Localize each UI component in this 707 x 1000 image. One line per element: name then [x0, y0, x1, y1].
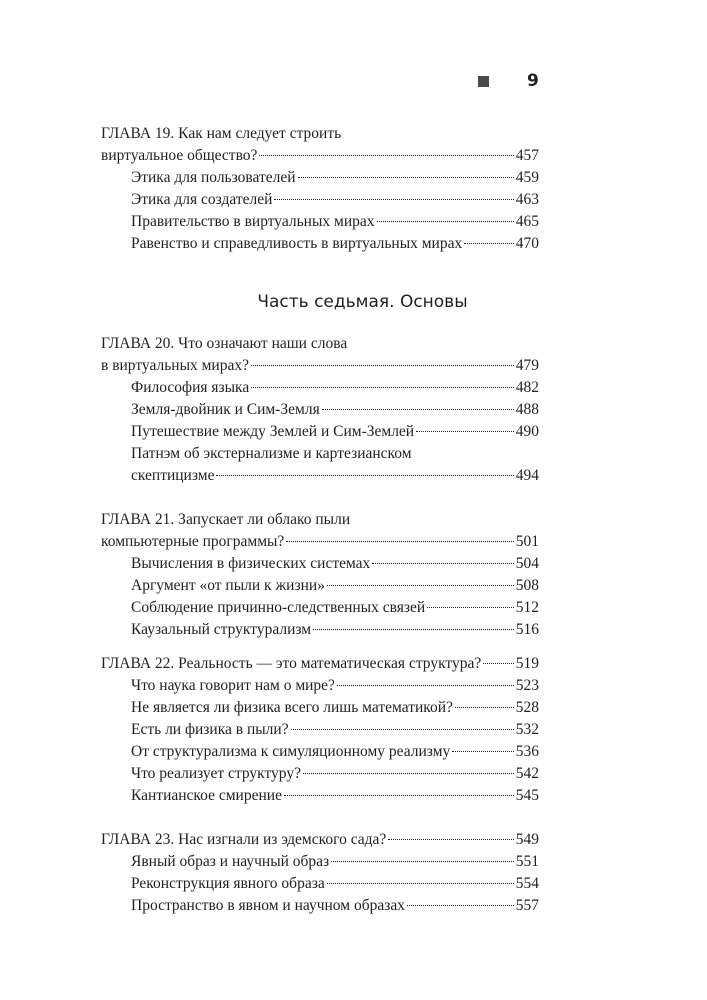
- page-ref: 470: [515, 235, 539, 252]
- section-entry[interactable]: [101, 785, 539, 807]
- section-title: От структурализма к симуляционному реализму: [131, 743, 451, 760]
- page-ref: 545: [515, 787, 539, 804]
- dot-leader: [313, 629, 514, 630]
- section-entry[interactable]: [101, 741, 539, 763]
- square-marker-icon: [478, 76, 489, 87]
- section-title: Земля-двойник и Сим-Земля: [131, 401, 320, 418]
- page-ref: 504: [515, 555, 539, 572]
- dot-leader: [251, 387, 514, 388]
- page-ref: 551: [515, 853, 539, 870]
- section-entry[interactable]: [101, 399, 539, 421]
- page-number: 9: [527, 71, 539, 91]
- part-title: Часть седьмая. Основы: [257, 292, 468, 312]
- dot-leader: [331, 861, 514, 862]
- section-entry[interactable]: [101, 763, 539, 785]
- section-entry[interactable]: [101, 421, 539, 443]
- dot-leader: [372, 563, 513, 564]
- section-title: Реконструкция явного образа: [131, 875, 325, 892]
- dot-leader: [377, 221, 514, 222]
- chapter-21: [101, 509, 539, 641]
- dot-leader: [216, 475, 513, 476]
- section-title: Этика для создателей: [131, 191, 273, 208]
- section-entry[interactable]: [101, 675, 539, 697]
- chapter-23: [101, 829, 539, 917]
- section-entry[interactable]: [101, 575, 539, 597]
- page-ref: 519: [515, 655, 539, 672]
- page-ref: 542: [515, 765, 539, 782]
- section-title: Пространство в явном и научном образах: [131, 897, 405, 914]
- chapter-22: [101, 653, 539, 807]
- page-ref: 549: [515, 831, 539, 848]
- chapter-title-cont: виртуальное общество?: [101, 147, 258, 164]
- section-title: Кантианское смирение: [131, 787, 282, 804]
- section-title: Этика для пользователей: [131, 169, 296, 186]
- chapter-entry[interactable]: [101, 355, 539, 377]
- dot-leader: [416, 431, 514, 432]
- section-title: Каузальный структурализм: [131, 621, 312, 638]
- chapter-title-cont: компьютерные программы?: [101, 533, 285, 550]
- section-title: Вычисления в физических системах: [131, 555, 371, 572]
- page-ref: 523: [515, 677, 539, 694]
- page-header: [0, 70, 707, 94]
- dot-leader: [274, 199, 513, 200]
- section-title: Что реализует структуру?: [131, 765, 301, 782]
- chapter-title: ГЛАВА 22. Реальность — это математическая структура?: [101, 655, 482, 672]
- page-ref: 501: [515, 533, 539, 550]
- section-entry[interactable]: [101, 377, 539, 399]
- dot-leader: [286, 541, 513, 542]
- chapter-title: ГЛАВА 23. Нас изгнали из эдемского сада?: [101, 831, 387, 848]
- section-entry[interactable]: [101, 553, 539, 575]
- dot-leader: [455, 707, 514, 708]
- dot-leader: [284, 795, 514, 796]
- page-ref: 554: [515, 875, 539, 892]
- page-ref: 494: [515, 467, 539, 484]
- dot-leader: [291, 729, 514, 730]
- dot-leader: [327, 883, 514, 884]
- section-entry[interactable]: [101, 233, 539, 255]
- chapter-19: [101, 123, 539, 255]
- section-entry[interactable]: [101, 851, 539, 873]
- dot-leader: [483, 663, 514, 664]
- page-ref: 508: [515, 577, 539, 594]
- section-entry[interactable]: [101, 619, 539, 641]
- section-title: Путешествие между Землей и Сим-Землей: [131, 423, 415, 440]
- chapter-entry[interactable]: [101, 829, 539, 851]
- dot-leader: [388, 839, 513, 840]
- dot-leader: [303, 773, 514, 774]
- page-ref: 457: [515, 147, 539, 164]
- page-ref: 463: [515, 191, 539, 208]
- section-entry[interactable]: [101, 895, 539, 917]
- section-entry[interactable]: [101, 465, 539, 487]
- page-ref: 465: [515, 213, 539, 230]
- dot-leader: [251, 365, 514, 366]
- section-entry[interactable]: [101, 719, 539, 741]
- dot-leader: [407, 905, 514, 906]
- dot-leader: [259, 155, 513, 156]
- page-ref: 528: [515, 699, 539, 716]
- dot-leader: [452, 751, 514, 752]
- chapter-title: ГЛАВА 19. Как нам следует строить: [101, 125, 342, 142]
- section-title: Философия языка: [131, 379, 250, 396]
- page-ref: 479: [515, 357, 539, 374]
- chapter-title: ГЛАВА 21. Запускает ли облако пыли: [101, 511, 351, 528]
- page-ref: 557: [515, 897, 539, 914]
- section-entry[interactable]: [101, 873, 539, 895]
- section-title: Явный образ и научный образ: [131, 853, 330, 870]
- section-title-cont: скептицизме: [131, 467, 215, 484]
- section-title: Соблюдение причинно-следственных связей: [131, 599, 426, 616]
- page-ref: 490: [515, 423, 539, 440]
- chapter-20: [101, 333, 539, 487]
- dot-leader: [464, 243, 514, 244]
- section-entry[interactable]: [101, 697, 539, 719]
- chapter-title: ГЛАВА 20. Что означают наши слова: [101, 335, 348, 352]
- section-title: Правительство в виртуальных мирах: [131, 213, 375, 230]
- page-ref: 516: [515, 621, 539, 638]
- dot-leader: [322, 409, 514, 410]
- section-title: Аргумент «от пыли к жизни»: [131, 577, 325, 594]
- page-ref: 459: [515, 169, 539, 186]
- section-entry[interactable]: [101, 167, 539, 189]
- page-ref: 536: [515, 743, 539, 760]
- chapter-entry[interactable]: [101, 653, 539, 675]
- page-ref: 532: [515, 721, 539, 738]
- page-ref: 482: [515, 379, 539, 396]
- dot-leader: [427, 607, 514, 608]
- page-ref: 488: [515, 401, 539, 418]
- dot-leader: [327, 585, 514, 586]
- section-title: Есть ли физика в пыли?: [131, 721, 289, 738]
- section-title: Равенство и справедливость в виртуальных мирах: [131, 235, 463, 252]
- chapter-title-cont: в виртуальных мирах?: [101, 357, 249, 374]
- dot-leader: [298, 177, 514, 178]
- chapter-entry[interactable]: [101, 531, 539, 553]
- chapter-entry[interactable]: [101, 145, 539, 167]
- section-entry[interactable]: [101, 211, 539, 233]
- page-ref: 512: [515, 599, 539, 616]
- section-title[interactable]: Патнэм об экстернализме и картезианском: [131, 445, 412, 462]
- dot-leader: [337, 685, 514, 686]
- section-title: Что наука говорит нам о мире?: [131, 677, 335, 694]
- section-entry[interactable]: [101, 189, 539, 211]
- section-entry[interactable]: [101, 597, 539, 619]
- section-title: Не является ли физика всего лишь математикой?: [131, 699, 453, 716]
